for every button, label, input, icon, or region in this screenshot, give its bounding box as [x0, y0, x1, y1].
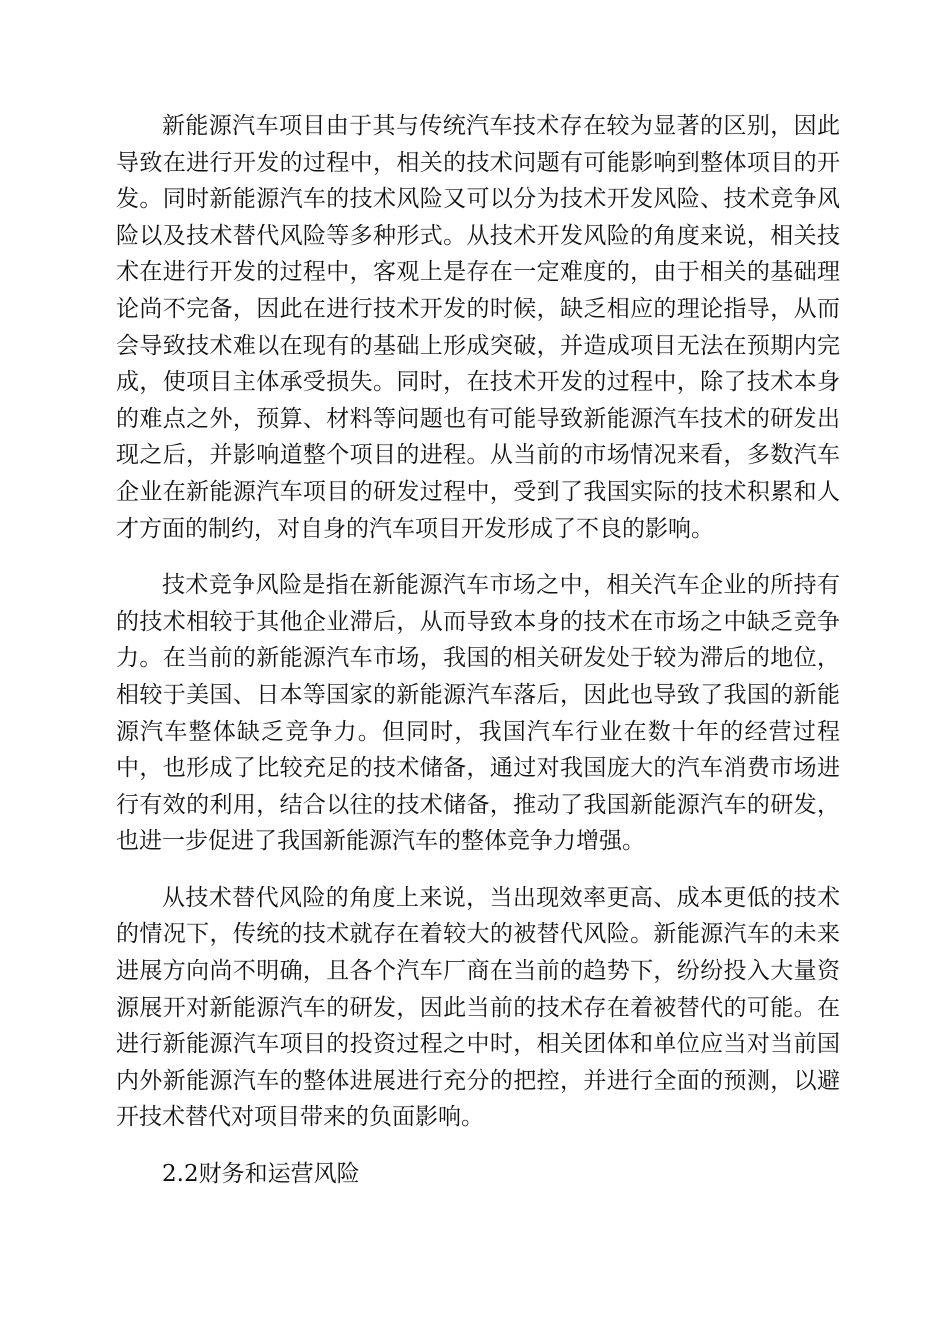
paragraph-technical-development-risk: 新能源汽车项目由于其与传统汽车技术存在较为显著的区别，因此导致在进行开发的过程中，相关的技术问题有可能影响到整体项目的开发。同时新能源汽车的技术风险又可以分为技术开发风险、技术竞争风险以及技术替代风险等多种形式。从技术开发风险的角度来说，相关技术在进行开发的过程中，客观上是存在一定难度的，由于相关的基础理论尚不完备，因此在进行技术开发的时候，缺乏相应的理论指导，从而会导致技术难以在现有的基础上形成突破，并造成项目无法在预期内完成，使项目主体承受损失。同时，在技术开发的过程中，除了技术本身的难点之外，预算、材料等问题也有可能导致新能源汽车技术的研发出现之后，并影响道整个项目的进程。从当前的市场情况来看，多数汽车企业在新能源汽车项目的研发过程中，受到了我国实际的技术积累和人才方面的制约，对自身的汽车项目开发形成了不良的影响。: [116, 113, 840, 542]
document-body: [116, 108, 840, 1193]
paragraph-technical-substitution-risk: 从技术替代风险的角度上来说，当出现效率更高、成本更低的技术的情况下，传统的技术就存在着较大的被替代风险。新能源汽车的未来进展方向尚不明确，且各个汽车厂商在当前的趋势下，纷纷投入大量资源展开对新能源汽车的研发，因此当前的技术存在着被替代的可能。在进行新能源汽车项目的投资过程之中时，相关团体和单位应当对当前国内外新能源汽车的整体进展进行充分的把控，并进行全面的预测，以避开技术替代对项目带来的负面影响。: [116, 884, 840, 1131]
paragraph-technical-competition-risk: 技术竞争风险是指在新能源汽车市场之中，相关汽车企业的所持有的技术相较于其他企业滞后，从而导致本身的技术在市场之中缺乏竞争力。在当前的新能源汽车市场，我国的相关研发处于较为滞后的地位，相较于美国、日本等国家的新能源汽车落后，因此也导致了我国的新能源汽车整体缺乏竞争力。但同时，我国汽车行业在数十年的经营过程中，也形成了比较充足的技术储备，通过对我国庞大的汽车消费市场进行有效的利用，结合以往的技术储备，推动了我国新能源汽车的研发，也进一步促进了我国新能源汽车的整体竞争力增强。: [116, 572, 840, 855]
section-heading: 2.2财务和运营风险: [162, 1161, 360, 1188]
